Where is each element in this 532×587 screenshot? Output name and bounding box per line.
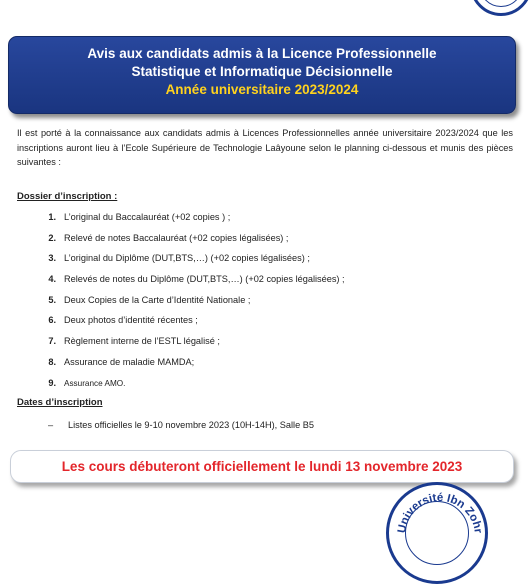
svg-text:Université Ibn Zohr <box>396 492 484 535</box>
list-item <box>40 231 345 252</box>
header-title-line-2: Statistique et Informatique Décisionnelle <box>131 64 393 79</box>
list-item <box>40 251 345 272</box>
dossier-list <box>40 210 345 396</box>
university-seal-top <box>470 0 532 16</box>
dates-list-item <box>48 420 314 430</box>
seal-lettering <box>389 485 491 587</box>
dates-item-label: Listes officielles le 9-10 novembre 2023 (10H-14H), Salle B5 <box>68 420 314 430</box>
intro-paragraph: Il est porté à la connaissance aux candidats admis à Licences Professionnelles année universitaire 2023/2024 que les inscriptions auront lieu à l’Ecole Supérieure de Technologie Laâyoune selon le planning ci-dessous et munis des pièces suivantes : <box>17 128 513 167</box>
list-item-label: Deux Copies de la Carte d’Identité Nationale ; <box>64 294 251 305</box>
header-title-line-1: Avis aux candidats admis à la Licence Professionnelle <box>87 46 437 61</box>
list-item-label: Assurance de maladie MAMDA; <box>64 356 195 367</box>
list-item-number: 7. <box>48 336 56 347</box>
list-item <box>40 272 345 293</box>
list-item-label: Deux photos d’identité récentes ; <box>64 315 198 326</box>
list-item-number: 3. <box>48 253 56 264</box>
university-seal-bottom <box>386 482 488 584</box>
course-start-notice <box>10 450 514 483</box>
list-item-number: 1. <box>48 212 56 222</box>
list-item-number: 2. <box>48 232 56 243</box>
list-item <box>40 210 345 231</box>
list-item-label: L’original du Diplôme (DUT,BTS,…) (+02 copies légalisées) ; <box>64 253 310 264</box>
list-item-label: Assurance AMO. <box>64 378 126 388</box>
list-item-number: 8. <box>48 356 56 367</box>
list-item-number: 5. <box>48 294 56 305</box>
dossier-section-title: Dossier d’inscription : <box>17 191 118 202</box>
seal-text: Université Ibn Zohr <box>395 491 484 535</box>
list-item-label: Règlement interne de l’ESTL légalisé ; <box>64 336 220 347</box>
list-item-number: 6. <box>48 315 56 326</box>
header-academic-year: Année universitaire 2023/2024 <box>165 82 359 97</box>
list-item <box>40 313 345 334</box>
dates-section-title: Dates d’inscription <box>17 397 103 408</box>
course-start-text: Les cours débuteront officiellement le lundi 13 novembre 2023 <box>61 459 463 474</box>
list-item-number: 4. <box>48 274 56 285</box>
list-item <box>40 355 345 376</box>
list-item-number: 9. <box>48 377 56 388</box>
list-item <box>40 376 345 397</box>
list-item <box>40 293 345 314</box>
list-item-label: Relevé de notes Baccalauréat (+02 copies légalisées) ; <box>64 232 289 243</box>
list-item-label: Relevés de notes du Diplôme (DUT,BTS,…) (+02 copies légalisées) ; <box>64 274 345 285</box>
list-item <box>40 334 345 355</box>
list-item-label: L’original du Baccalauréat (+02 copies ) ; <box>64 212 231 222</box>
dash-bullet-icon: – <box>48 420 54 430</box>
header-banner <box>8 36 516 114</box>
